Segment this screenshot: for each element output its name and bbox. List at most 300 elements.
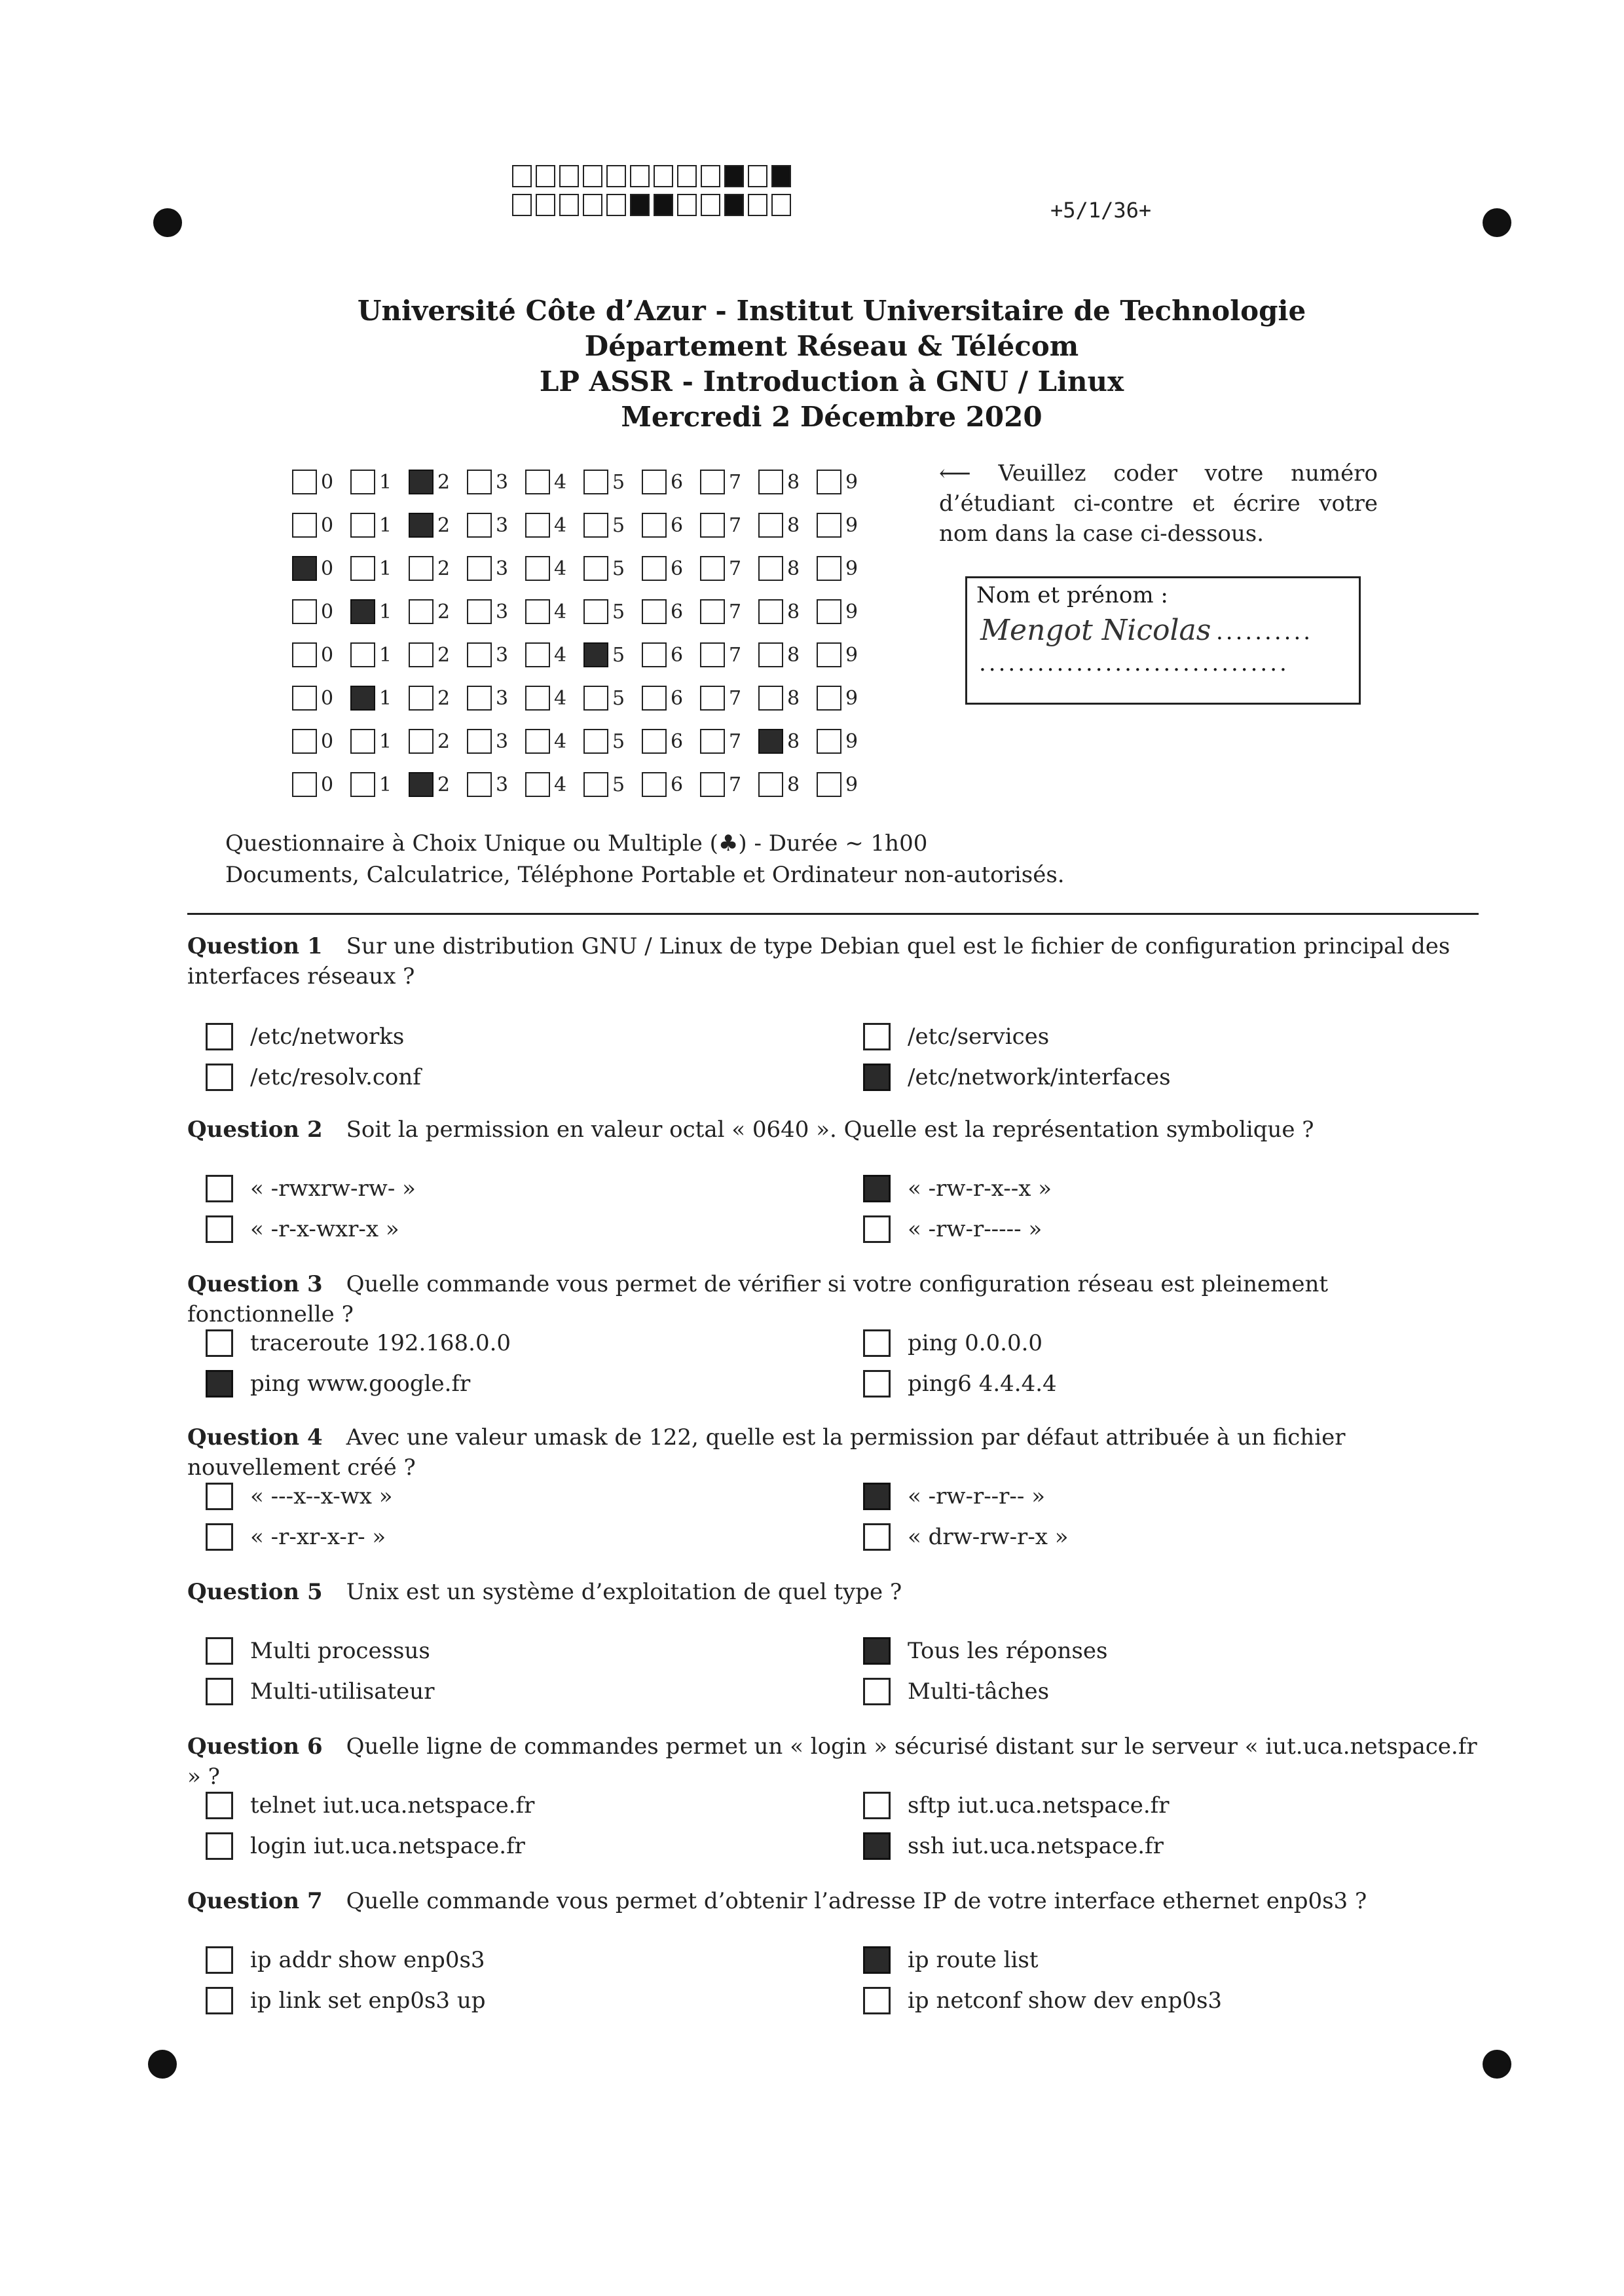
digit-cell <box>700 772 758 797</box>
student-digit-row <box>292 763 875 806</box>
answer-checkbox[interactable] <box>206 1832 233 1860</box>
barcode-cell <box>677 165 697 187</box>
digit-checkbox[interactable] <box>758 772 783 797</box>
digit-label: 3 <box>496 730 509 753</box>
digit-cell <box>350 729 409 754</box>
answer-checkbox[interactable] <box>206 1023 233 1050</box>
digit-label: 7 <box>729 686 742 710</box>
digit-checkbox[interactable] <box>525 599 550 624</box>
answer-checkbox[interactable] <box>206 1370 233 1398</box>
digit-checkbox[interactable] <box>700 513 725 538</box>
digit-cell <box>700 686 758 711</box>
answer-checkbox[interactable] <box>206 1483 233 1510</box>
barcode-cell <box>583 165 602 187</box>
digit-cell <box>525 772 583 797</box>
digit-cell <box>642 470 700 494</box>
digit-checkbox[interactable] <box>292 642 317 667</box>
digit-label: 7 <box>729 513 742 537</box>
digit-checkbox[interactable] <box>758 470 783 494</box>
digit-checkbox[interactable] <box>409 642 434 667</box>
answer-option[interactable] <box>206 1523 386 1551</box>
answer-checkbox[interactable] <box>863 1792 891 1819</box>
digit-checkbox[interactable] <box>817 729 841 754</box>
answer-option[interactable] <box>863 1523 1069 1551</box>
answer-option[interactable] <box>206 1370 470 1398</box>
digit-cell <box>409 556 467 581</box>
digit-checkbox[interactable] <box>583 729 608 754</box>
digit-cell <box>583 470 642 494</box>
student-digit-row <box>292 633 875 676</box>
digit-label: 1 <box>379 600 392 623</box>
answer-checkbox[interactable] <box>206 1987 233 2014</box>
digit-checkbox[interactable] <box>409 772 434 797</box>
answer-checkbox[interactable] <box>206 1946 233 1974</box>
digit-label: 3 <box>496 557 509 580</box>
digit-checkbox[interactable] <box>642 772 667 797</box>
digit-label: 0 <box>321 513 334 537</box>
digit-label: 2 <box>437 686 451 710</box>
answer-label: /etc/network/interfaces <box>908 1064 1171 1090</box>
digit-checkbox[interactable] <box>525 513 550 538</box>
digit-checkbox[interactable] <box>642 556 667 581</box>
digit-label: 4 <box>554 773 567 796</box>
barcode-cell <box>630 194 650 216</box>
barcode-cell <box>724 194 744 216</box>
digit-checkbox[interactable] <box>409 556 434 581</box>
answer-checkbox[interactable] <box>863 1523 891 1551</box>
student-digit-row <box>292 504 875 547</box>
digit-checkbox[interactable] <box>467 513 492 538</box>
digit-checkbox[interactable] <box>758 642 783 667</box>
digit-checkbox[interactable] <box>467 642 492 667</box>
digit-cell <box>817 642 875 667</box>
digit-label: 0 <box>321 773 334 796</box>
digit-cell <box>583 686 642 711</box>
answer-checkbox[interactable] <box>863 1329 891 1357</box>
answer-option[interactable] <box>863 1064 1171 1091</box>
header-department: Département Réseau & Télécom <box>584 330 1079 362</box>
answer-checkbox[interactable] <box>206 1064 233 1091</box>
answer-option[interactable] <box>863 1023 1049 1050</box>
question-number: Question 3 <box>187 1271 323 1297</box>
digit-cell <box>758 772 817 797</box>
answer-option[interactable] <box>863 1175 1052 1202</box>
digit-cell <box>642 599 700 624</box>
barcode-cell <box>654 165 673 187</box>
digit-label: 6 <box>671 730 684 753</box>
barcode-cell <box>606 194 626 216</box>
digit-cell <box>583 772 642 797</box>
answer-label: « -rw-r-x--x » <box>908 1176 1052 1202</box>
digit-checkbox[interactable] <box>642 729 667 754</box>
answer-option[interactable] <box>206 1946 485 1974</box>
answer-checkbox[interactable] <box>863 1678 891 1705</box>
question-title <box>187 1115 1479 1145</box>
digit-checkbox[interactable] <box>350 729 375 754</box>
digit-label: 2 <box>437 773 451 796</box>
answer-option[interactable] <box>863 1678 1049 1705</box>
digit-checkbox[interactable] <box>409 686 434 711</box>
digit-checkbox[interactable] <box>817 556 841 581</box>
digit-cell <box>467 470 525 494</box>
header-course: LP ASSR - Introduction à GNU / Linux <box>539 365 1124 398</box>
digit-label: 5 <box>612 730 625 753</box>
digit-label: 1 <box>379 557 392 580</box>
answer-label: ping 0.0.0.0 <box>908 1330 1043 1356</box>
digit-label: 5 <box>612 470 625 494</box>
digit-cell <box>350 686 409 711</box>
answer-checkbox[interactable] <box>206 1329 233 1357</box>
digit-cell <box>467 642 525 667</box>
digit-checkbox[interactable] <box>292 513 317 538</box>
digit-checkbox[interactable] <box>817 513 841 538</box>
barcode-cell <box>748 165 767 187</box>
digit-checkbox[interactable] <box>758 686 783 711</box>
digit-label: 1 <box>379 773 392 796</box>
digit-label: 8 <box>787 557 800 580</box>
answer-checkbox[interactable] <box>206 1792 233 1819</box>
question-number: Question 5 <box>187 1579 323 1605</box>
barcode-cell <box>536 194 555 216</box>
digit-checkbox[interactable] <box>467 599 492 624</box>
digit-cell <box>525 470 583 494</box>
digit-cell <box>292 556 350 581</box>
answer-option[interactable] <box>206 1987 486 2014</box>
digit-checkbox[interactable] <box>758 556 783 581</box>
digit-checkbox[interactable] <box>409 729 434 754</box>
digit-checkbox[interactable] <box>525 470 550 494</box>
digit-label: 4 <box>554 686 567 710</box>
barcode-cell <box>701 194 720 216</box>
digit-checkbox[interactable] <box>758 599 783 624</box>
barcode-cell <box>606 165 626 187</box>
digit-cell <box>642 729 700 754</box>
answer-label: « -rw-r--r-- » <box>908 1483 1046 1509</box>
exam-info-line-1: Questionnaire à Choix Unique ou Multiple (♣) - Durée ∼ 1h00 <box>225 830 928 857</box>
barcode-row-1 <box>512 165 795 187</box>
answer-label: sftp iut.uca.netspace.fr <box>908 1792 1170 1819</box>
answer-option[interactable] <box>206 1064 421 1091</box>
digit-label: 5 <box>612 773 625 796</box>
answer-checkbox[interactable] <box>206 1215 233 1243</box>
answer-checkbox[interactable] <box>863 1637 891 1665</box>
student-number-grid <box>292 460 875 806</box>
digit-checkbox[interactable] <box>700 729 725 754</box>
digit-checkbox[interactable] <box>467 556 492 581</box>
question-title <box>187 1269 1479 1329</box>
barcode-row-2 <box>512 194 795 216</box>
digit-cell <box>409 599 467 624</box>
digit-checkbox[interactable] <box>817 642 841 667</box>
answer-label: « -rw-r----- » <box>908 1216 1043 1242</box>
digit-checkbox[interactable] <box>292 470 317 494</box>
digit-checkbox[interactable] <box>642 599 667 624</box>
answer-checkbox[interactable] <box>863 1987 891 2014</box>
digit-checkbox[interactable] <box>758 513 783 538</box>
question-number: Question 4 <box>187 1424 323 1451</box>
digit-checkbox[interactable] <box>817 686 841 711</box>
digit-checkbox[interactable] <box>642 642 667 667</box>
digit-checkbox[interactable] <box>583 772 608 797</box>
digit-checkbox[interactable] <box>409 599 434 624</box>
digit-checkbox[interactable] <box>525 772 550 797</box>
barcode-cell <box>536 165 555 187</box>
answer-label: « -r-x-wxr-x » <box>250 1216 399 1242</box>
answer-option[interactable] <box>206 1023 404 1050</box>
digit-label: 9 <box>845 730 858 753</box>
digit-checkbox[interactable] <box>409 513 434 538</box>
digit-label: 8 <box>787 773 800 796</box>
answer-checkbox[interactable] <box>863 1215 891 1243</box>
digit-checkbox[interactable] <box>583 556 608 581</box>
digit-cell <box>700 513 758 538</box>
digit-checkbox[interactable] <box>700 686 725 711</box>
digit-cell <box>292 599 350 624</box>
answer-checkbox[interactable] <box>863 1946 891 1974</box>
digit-cell <box>642 686 700 711</box>
digit-checkbox[interactable] <box>700 556 725 581</box>
page-id: +5/1/36+ <box>1050 198 1152 223</box>
digit-label: 3 <box>496 643 509 667</box>
digit-label: 7 <box>729 643 742 667</box>
digit-label: 6 <box>671 470 684 494</box>
digit-cell <box>467 599 525 624</box>
digit-checkbox[interactable] <box>292 772 317 797</box>
digit-label: 1 <box>379 730 392 753</box>
digit-checkbox[interactable] <box>642 513 667 538</box>
student-digit-row <box>292 460 875 504</box>
digit-label: 3 <box>496 600 509 623</box>
answer-label: ip netconf show dev enp0s3 <box>908 1988 1223 2014</box>
digit-checkbox[interactable] <box>350 772 375 797</box>
digit-checkbox[interactable] <box>525 729 550 754</box>
digit-checkbox[interactable] <box>583 642 608 667</box>
answer-checkbox[interactable] <box>863 1832 891 1860</box>
digit-checkbox[interactable] <box>292 556 317 581</box>
digit-checkbox[interactable] <box>292 599 317 624</box>
answer-checkbox[interactable] <box>863 1064 891 1091</box>
digit-checkbox[interactable] <box>758 729 783 754</box>
digit-label: 4 <box>554 730 567 753</box>
answer-option[interactable] <box>863 1637 1107 1665</box>
digit-cell <box>350 556 409 581</box>
answer-checkbox[interactable] <box>206 1175 233 1202</box>
digit-checkbox[interactable] <box>350 470 375 494</box>
digit-cell <box>350 642 409 667</box>
digit-checkbox[interactable] <box>817 470 841 494</box>
answer-option[interactable] <box>863 1215 1042 1243</box>
digit-label: 6 <box>671 773 684 796</box>
digit-label: 7 <box>729 773 742 796</box>
answer-option[interactable] <box>863 1832 1164 1860</box>
digit-checkbox[interactable] <box>292 686 317 711</box>
digit-cell <box>817 556 875 581</box>
question-title <box>187 1422 1479 1483</box>
header-date: Mercredi 2 Décembre 2020 <box>621 401 1043 433</box>
digit-checkbox[interactable] <box>409 470 434 494</box>
digit-cell <box>350 772 409 797</box>
digit-checkbox[interactable] <box>700 599 725 624</box>
digit-checkbox[interactable] <box>583 686 608 711</box>
digit-label: 6 <box>671 643 684 667</box>
digit-label: 1 <box>379 686 392 710</box>
digit-checkbox[interactable] <box>583 513 608 538</box>
digit-cell <box>467 556 525 581</box>
question-text: Quelle commande vous permet de vérifier si votre configuration réseau est pleinement fonctionnelle ? <box>187 1271 1329 1327</box>
answer-option[interactable] <box>863 1329 1043 1357</box>
digit-label: 0 <box>321 643 334 667</box>
digit-checkbox[interactable] <box>350 686 375 711</box>
digit-checkbox[interactable] <box>467 470 492 494</box>
answer-checkbox[interactable] <box>206 1678 233 1705</box>
digit-label: 3 <box>496 773 509 796</box>
digit-label: 9 <box>845 773 858 796</box>
answer-label: ip addr show enp0s3 <box>250 1947 485 1973</box>
answer-option[interactable] <box>863 1987 1222 2014</box>
answer-checkbox[interactable] <box>863 1023 891 1050</box>
digit-checkbox[interactable] <box>525 642 550 667</box>
digit-checkbox[interactable] <box>642 686 667 711</box>
question-text: Unix est un système d’exploitation de quel type ? <box>346 1579 902 1605</box>
answer-option[interactable] <box>863 1946 1039 1974</box>
answer-checkbox[interactable] <box>863 1483 891 1510</box>
digit-cell <box>700 556 758 581</box>
answer-label: « -r-xr-x-r- » <box>250 1524 386 1550</box>
barcode-cell <box>559 165 579 187</box>
digit-cell <box>583 513 642 538</box>
digit-checkbox[interactable] <box>700 470 725 494</box>
digit-cell <box>758 513 817 538</box>
name-box[interactable] <box>965 576 1361 705</box>
question-text: Quelle ligne de commandes permet un « login » sécurisé distant sur le serveur « iut.uca.netspace.fr » ? <box>187 1733 1477 1790</box>
answer-checkbox[interactable] <box>863 1370 891 1398</box>
answer-label: ssh iut.uca.netspace.fr <box>908 1833 1164 1859</box>
digit-checkbox[interactable] <box>583 470 608 494</box>
digit-cell <box>758 642 817 667</box>
name-box-label: Nom et prénom : <box>976 582 1168 608</box>
answer-option[interactable] <box>206 1678 434 1705</box>
barcode-cell <box>559 194 579 216</box>
digit-cell <box>700 642 758 667</box>
answer-label: ping6 4.4.4.4 <box>908 1371 1057 1397</box>
barcode-cell <box>512 165 532 187</box>
digit-cell <box>817 513 875 538</box>
digit-label: 2 <box>437 600 451 623</box>
digit-checkbox[interactable] <box>583 599 608 624</box>
digit-cell <box>350 599 409 624</box>
answer-option[interactable] <box>206 1215 399 1243</box>
digit-cell <box>525 642 583 667</box>
digit-cell <box>409 686 467 711</box>
question-number: Question 2 <box>187 1117 323 1143</box>
digit-cell <box>817 686 875 711</box>
handwritten-name: Mengot Nicolas <box>980 614 1211 647</box>
digit-cell <box>642 642 700 667</box>
digit-cell <box>467 772 525 797</box>
answer-option[interactable] <box>863 1370 1057 1398</box>
answer-label: Tous les réponses <box>908 1638 1108 1664</box>
digit-checkbox[interactable] <box>525 556 550 581</box>
question-number: Question 7 <box>187 1888 323 1914</box>
digit-cell <box>700 470 758 494</box>
digit-label: 8 <box>787 730 800 753</box>
answer-checkbox[interactable] <box>863 1175 891 1202</box>
digit-label: 8 <box>787 686 800 710</box>
question-title <box>187 1577 1479 1607</box>
answer-option[interactable] <box>206 1832 525 1860</box>
registration-dot-bottom-right <box>1483 2050 1511 2079</box>
digit-checkbox[interactable] <box>350 513 375 538</box>
digit-label: 2 <box>437 557 451 580</box>
digit-cell <box>700 599 758 624</box>
digit-cell <box>292 513 350 538</box>
question-title <box>187 1886 1479 1916</box>
answer-option[interactable] <box>863 1483 1045 1510</box>
answer-label: Multi processus <box>250 1638 430 1664</box>
digit-label: 2 <box>437 643 451 667</box>
digit-checkbox[interactable] <box>467 729 492 754</box>
digit-checkbox[interactable] <box>642 470 667 494</box>
registration-dot-top-left <box>153 208 182 237</box>
digit-checkbox[interactable] <box>525 686 550 711</box>
digit-checkbox[interactable] <box>467 772 492 797</box>
digit-cell <box>292 772 350 797</box>
answer-option[interactable] <box>863 1792 1170 1819</box>
answer-option[interactable] <box>206 1792 534 1819</box>
answer-label: login iut.uca.netspace.fr <box>250 1833 525 1859</box>
digit-checkbox[interactable] <box>292 729 317 754</box>
digit-cell <box>525 599 583 624</box>
digit-label: 4 <box>554 643 567 667</box>
question-text: Avec une valeur umask de 122, quelle est la permission par défaut attribuée à un fichier nouvellement créé ? <box>187 1424 1346 1481</box>
digit-checkbox[interactable] <box>350 642 375 667</box>
digit-cell <box>642 772 700 797</box>
answer-option[interactable] <box>206 1483 393 1510</box>
digit-checkbox[interactable] <box>350 599 375 624</box>
digit-label: 1 <box>379 513 392 537</box>
student-digit-row <box>292 590 875 633</box>
question-title <box>187 1731 1479 1792</box>
digit-cell <box>525 686 583 711</box>
digit-cell <box>350 470 409 494</box>
digit-cell <box>409 470 467 494</box>
answer-option[interactable] <box>206 1175 416 1202</box>
digit-label: 1 <box>379 470 392 494</box>
digit-checkbox[interactable] <box>700 772 725 797</box>
answer-option[interactable] <box>206 1637 430 1665</box>
digit-checkbox[interactable] <box>467 686 492 711</box>
answer-label: « -rwxrw-rw- » <box>250 1176 416 1202</box>
digit-label: 2 <box>437 470 451 494</box>
digit-cell <box>292 686 350 711</box>
digit-label: 1 <box>379 643 392 667</box>
answer-option[interactable] <box>206 1329 511 1357</box>
barcode-cell <box>512 194 532 216</box>
answer-checkbox[interactable] <box>206 1637 233 1665</box>
question-text: Quelle commande vous permet d’obtenir l’adresse IP de votre interface ethernet enp0s3 ? <box>346 1888 1367 1914</box>
digit-checkbox[interactable] <box>817 599 841 624</box>
digit-checkbox[interactable] <box>700 642 725 667</box>
answer-label: /etc/networks <box>250 1024 405 1050</box>
digit-checkbox[interactable] <box>350 556 375 581</box>
digit-label: 3 <box>496 470 509 494</box>
answer-label: ping www.google.fr <box>250 1371 471 1397</box>
digit-label: 7 <box>729 600 742 623</box>
digit-checkbox[interactable] <box>817 772 841 797</box>
answer-label: ip link set enp0s3 up <box>250 1988 486 2014</box>
answer-checkbox[interactable] <box>206 1523 233 1551</box>
digit-cell <box>642 556 700 581</box>
